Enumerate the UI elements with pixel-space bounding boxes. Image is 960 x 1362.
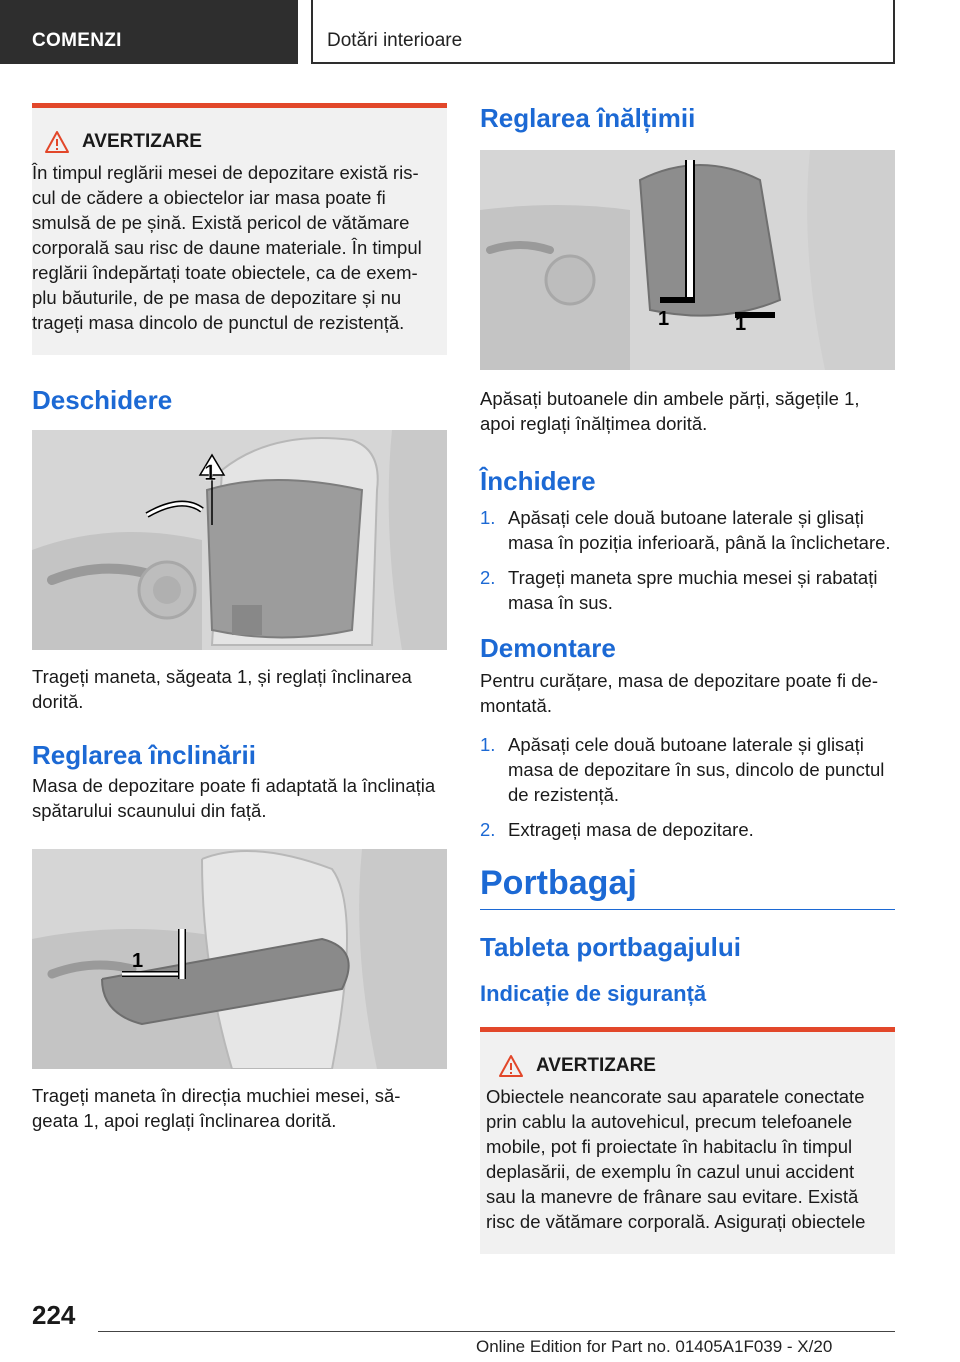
warning-text: Obiectele neancorate sau aparatele conectate prin cablu la autovehicul, precum telefoanele mobile, pot fi proiectate în habitaclu în timpul deplasării, de exemplu în cazul unui accident sau la manevre de frânare sau evitare. Există risc de vătămare corporală. Asigurați obiectele <box>486 1086 866 1232</box>
caption-inaltime: Apăsați butoanele din ambele părți, săgețile 1, apoi reglați înălțimea dorită. <box>480 388 860 434</box>
steps-inchidere <box>480 505 895 615</box>
header-section-tab <box>0 0 298 64</box>
section-heading-inaltime: Reglarea înălțimii <box>480 103 696 133</box>
figure-label: 1 <box>132 950 144 972</box>
footer-divider <box>98 1331 895 1332</box>
intro-demontare: Pentru curățare, masa de depozitare poate fi de- montată. <box>480 670 878 716</box>
footer-edition: Online Edition for Part no. 01405A1F039 - X/20 <box>476 1337 833 1356</box>
right-column <box>480 103 895 1254</box>
warning-icon <box>498 1054 524 1078</box>
steps-demontare <box>480 732 895 842</box>
warning-box <box>32 103 447 355</box>
section-heading-tableta: Tableta portbagajului <box>480 932 741 962</box>
figure-inclinare <box>32 849 447 1069</box>
warning-title: AVERTIZARE <box>486 1054 877 1078</box>
intro-inclinare: Masa de depozitare poate fi adaptată la înclinația spătarului scaunului din față. <box>32 775 436 821</box>
header-chapter-label: Dotări interioare <box>327 30 463 51</box>
left-column <box>32 103 447 1133</box>
warning-title: AVERTIZARE <box>32 130 429 154</box>
section-heading-inchidere: Închidere <box>480 466 596 496</box>
subsection-heading-siguranta: Indicație de siguranță <box>480 981 707 1006</box>
section-heading-deschidere: Deschidere <box>32 385 173 415</box>
list-item: 1. Apăsați cele două butoane laterale și glisați masa de depozitare în sus, dincolo de punctul de rezistență. <box>480 734 885 805</box>
figure-inaltime <box>480 150 895 370</box>
figure-label-left: 1 <box>658 308 670 330</box>
warning-box <box>480 1027 895 1254</box>
list-item: 2. Extrageți masa de depozitare. <box>480 819 754 840</box>
figure-label: 1 <box>204 460 217 485</box>
warning-icon <box>44 130 70 154</box>
list-item: 1. Apăsați cele două butoane laterale și glisați masa în poziția inferioară, până la înclichetare. <box>480 507 891 553</box>
caption-inclinare: Trageți maneta în direcția muchiei mesei, să- geata 1, apoi reglați înclinarea dorită. <box>32 1085 401 1131</box>
chapter-heading-portbagaj: Portbagaj <box>480 864 895 910</box>
header-chapter-box <box>311 0 895 64</box>
section-heading-inclinare: Reglarea înclinării <box>32 740 256 770</box>
warning-text: În timpul reglării mesei de depozitare există ris- cul de cădere a obiectelor iar masa poate fi smulsă de pe șină. Există pericol de vătămare corporală sau risc de daune materiale. În timpul reglării îndepărtați toate obiectele, ca de exem- plu băuturile, de pe masa de depozitare și nu trageți masa dincolo de punctul de rezistență. <box>32 162 422 333</box>
list-item: 2. Trageți maneta spre muchia mesei și rabatați masa în sus. <box>480 567 878 613</box>
caption-deschidere: Trageți maneta, săgeata 1, și reglați înclinarea dorită. <box>32 666 412 712</box>
section-heading-demontare: Demontare <box>480 633 616 663</box>
figure-deschidere <box>32 430 447 650</box>
page-number: 224 <box>32 1300 76 1330</box>
header-section-label: COMENZI <box>32 30 122 51</box>
figure-label-right: 1 <box>735 313 747 335</box>
